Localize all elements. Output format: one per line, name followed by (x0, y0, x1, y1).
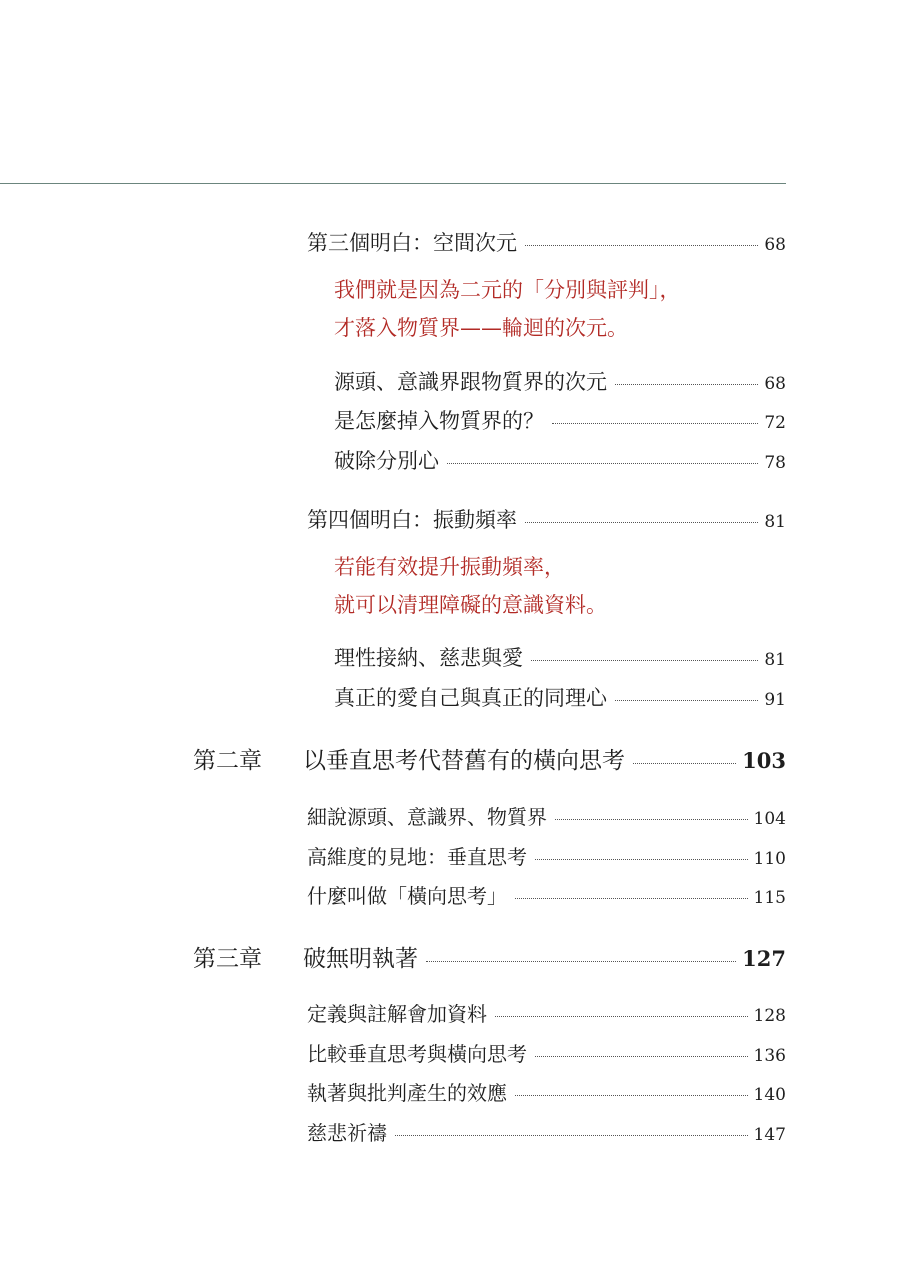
toc-page-number: 91 (764, 690, 786, 710)
highlight-quote-line: 我們就是因為二元的「分別與評判」， (334, 278, 681, 302)
toc-entry-title: 什麼叫做「橫向思考」 (307, 884, 507, 908)
chapter-label: 第三章 (193, 946, 262, 972)
toc-entry-title: 慈悲祈禱 (307, 1121, 387, 1145)
toc-page-number: 147 (753, 1125, 786, 1145)
toc-entry[interactable] (307, 842, 786, 872)
dot-leader (426, 961, 736, 962)
toc-entry[interactable] (307, 1118, 786, 1148)
toc-page-number: 127 (742, 946, 786, 971)
dot-leader (615, 384, 758, 385)
toc-entry-title: 理性接納、慈悲與愛 (334, 646, 523, 670)
dot-leader (633, 763, 736, 764)
toc-entry[interactable] (307, 881, 786, 911)
toc-page-number: 103 (742, 748, 786, 773)
toc-entry-title: 高維度的見地：垂直思考 (307, 845, 527, 869)
dot-leader (531, 660, 758, 661)
dot-leader (615, 700, 758, 701)
toc-page-number: 81 (764, 512, 786, 532)
toc-entry[interactable] (334, 446, 786, 476)
toc-page-number: 68 (764, 374, 786, 394)
dot-leader (447, 463, 758, 464)
toc-chapter-2[interactable] (193, 746, 786, 776)
toc-page-number: 81 (764, 650, 786, 670)
highlight-quote-line: 才落入物質界——輪迴的次元。 (334, 316, 628, 340)
highlight-quote-line: 就可以清理障礙的意識資料。 (334, 593, 607, 617)
dot-leader (395, 1135, 748, 1136)
toc-page-number: 140 (753, 1085, 786, 1105)
toc-page-number: 136 (753, 1046, 786, 1066)
header-rule (0, 183, 786, 184)
dot-leader (515, 898, 748, 899)
toc-entry-title: 比較垂直思考與橫向思考 (307, 1042, 527, 1066)
toc-entry[interactable] (307, 1039, 786, 1069)
toc-entry-title: 破除分別心 (334, 449, 439, 473)
toc-entry-title: 真正的愛自己與真正的同理心 (334, 686, 607, 710)
toc-entry[interactable] (307, 802, 786, 832)
toc-chapter-3[interactable] (193, 944, 786, 974)
toc-entry-title: 細說源頭、意識界、物質界 (307, 805, 547, 829)
toc-entry-title: 是怎麼掉入物質界的？ (334, 409, 544, 433)
toc-entry[interactable] (334, 406, 786, 436)
toc-entry[interactable] (307, 999, 786, 1029)
toc-page-number: 78 (764, 453, 786, 473)
chapter-title: 以垂直思考代替舊有的橫向思考 (303, 748, 625, 774)
dot-leader (525, 245, 758, 246)
toc-page-number: 115 (753, 888, 786, 908)
dot-leader (535, 859, 748, 860)
chapter-title: 破無明執著 (303, 946, 418, 972)
highlight-quote-line: 若能有效提升振動頻率， (334, 555, 565, 579)
toc-page-number: 72 (764, 413, 786, 433)
toc-page-number: 68 (764, 235, 786, 255)
toc-entry[interactable] (334, 643, 786, 673)
dot-leader (495, 1016, 748, 1017)
toc-entry[interactable] (334, 367, 786, 397)
toc-entry-title: 第三個明白：空間次元 (307, 231, 517, 255)
toc-entry-title: 定義與註解會加資料 (307, 1002, 487, 1026)
toc-entry-title: 源頭、意識界跟物質界的次元 (334, 370, 607, 394)
toc-page-number: 104 (753, 809, 786, 829)
toc-page-number: 110 (753, 849, 786, 869)
toc-entry-title: 第四個明白：振動頻率 (307, 508, 517, 532)
dot-leader (555, 819, 748, 820)
toc-entry-section4[interactable] (307, 505, 786, 535)
toc-entry-title: 執著與批判產生的效應 (307, 1081, 507, 1105)
toc-entry[interactable] (307, 1078, 786, 1108)
dot-leader (535, 1056, 748, 1057)
dot-leader (515, 1095, 748, 1096)
toc-page-number: 128 (753, 1006, 786, 1026)
dot-leader (525, 522, 758, 523)
toc-entry[interactable] (334, 683, 786, 713)
chapter-label: 第二章 (193, 748, 262, 774)
toc-entry-section3[interactable] (307, 228, 786, 258)
dot-leader (552, 423, 758, 424)
